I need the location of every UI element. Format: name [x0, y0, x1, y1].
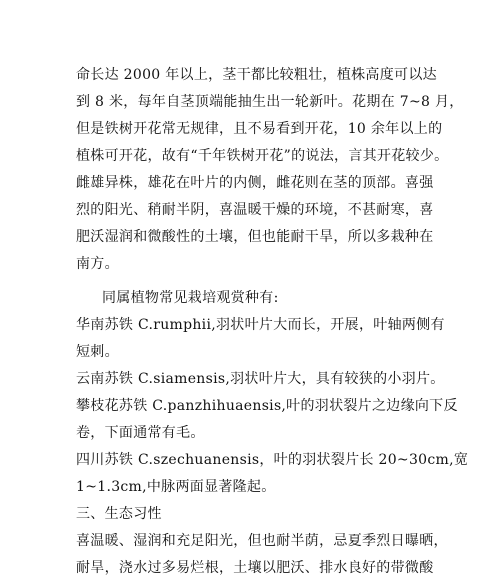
- text-line: 云南苏铁 C.siamensis,羽状叶片大，具有较狭的小羽片。: [76, 371, 445, 387]
- text-line: 肥沃湿润和微酸性的土壤，但也能耐干旱，所以多栽种在: [76, 229, 434, 245]
- text-line: 植株可开花，故有“千年铁树开花”的说法，言其开花较少。: [76, 148, 449, 164]
- text-line: 喜温暖、湿润和充足阳光，但也耐半荫，忌夏季烈日曝晒，: [76, 533, 448, 549]
- paragraph-related-species: [76, 285, 469, 582]
- text-line: 1~1.3cm,中脉两面显著隆起。: [76, 479, 276, 495]
- text-line: 短刺。: [76, 344, 119, 360]
- paragraph-cycad-description: [76, 62, 464, 278]
- section-heading: 三、生态习性: [76, 506, 162, 522]
- text-line: 但是铁树开花常无规律，且不易看到开花，10 余年以上的: [76, 121, 443, 137]
- text-line: 雌雄异株，雄花在叶片的内侧，雌花则在茎的顶部。喜强: [76, 175, 434, 191]
- text-line: 卷，下面通常有毛。: [76, 425, 205, 441]
- text-line-intro: 同属植物常见栽培观赏种有:: [102, 290, 279, 306]
- text-line: 南方。: [76, 256, 119, 272]
- text-line: 耐旱，浇水过多易烂根，土壤以肥沃、排水良好的带微酸: [76, 560, 434, 576]
- text-line: 攀枝花苏铁 C.panzhihuaensis,叶的羽状裂片之边缘向下反: [76, 398, 458, 414]
- text-line: 烈的阳光、稍耐半阴，喜温暖干燥的环境，不甚耐寒，喜: [76, 202, 434, 218]
- text-line: 华南苏铁 C.rumphii,羽状叶片大而长，开展，叶轴两侧有: [76, 317, 445, 333]
- text-line: 四川苏铁 C.szechuanensis，叶的羽状裂片长 20~30cm,宽: [76, 452, 469, 468]
- text-line: 到 8 米，每年自茎顶端能抽生出一轮新叶。花期在 7~8 月，: [76, 94, 464, 110]
- text-line: 命长达 2000 年以上，茎干都比较粗壮，植株高度可以达: [76, 67, 437, 83]
